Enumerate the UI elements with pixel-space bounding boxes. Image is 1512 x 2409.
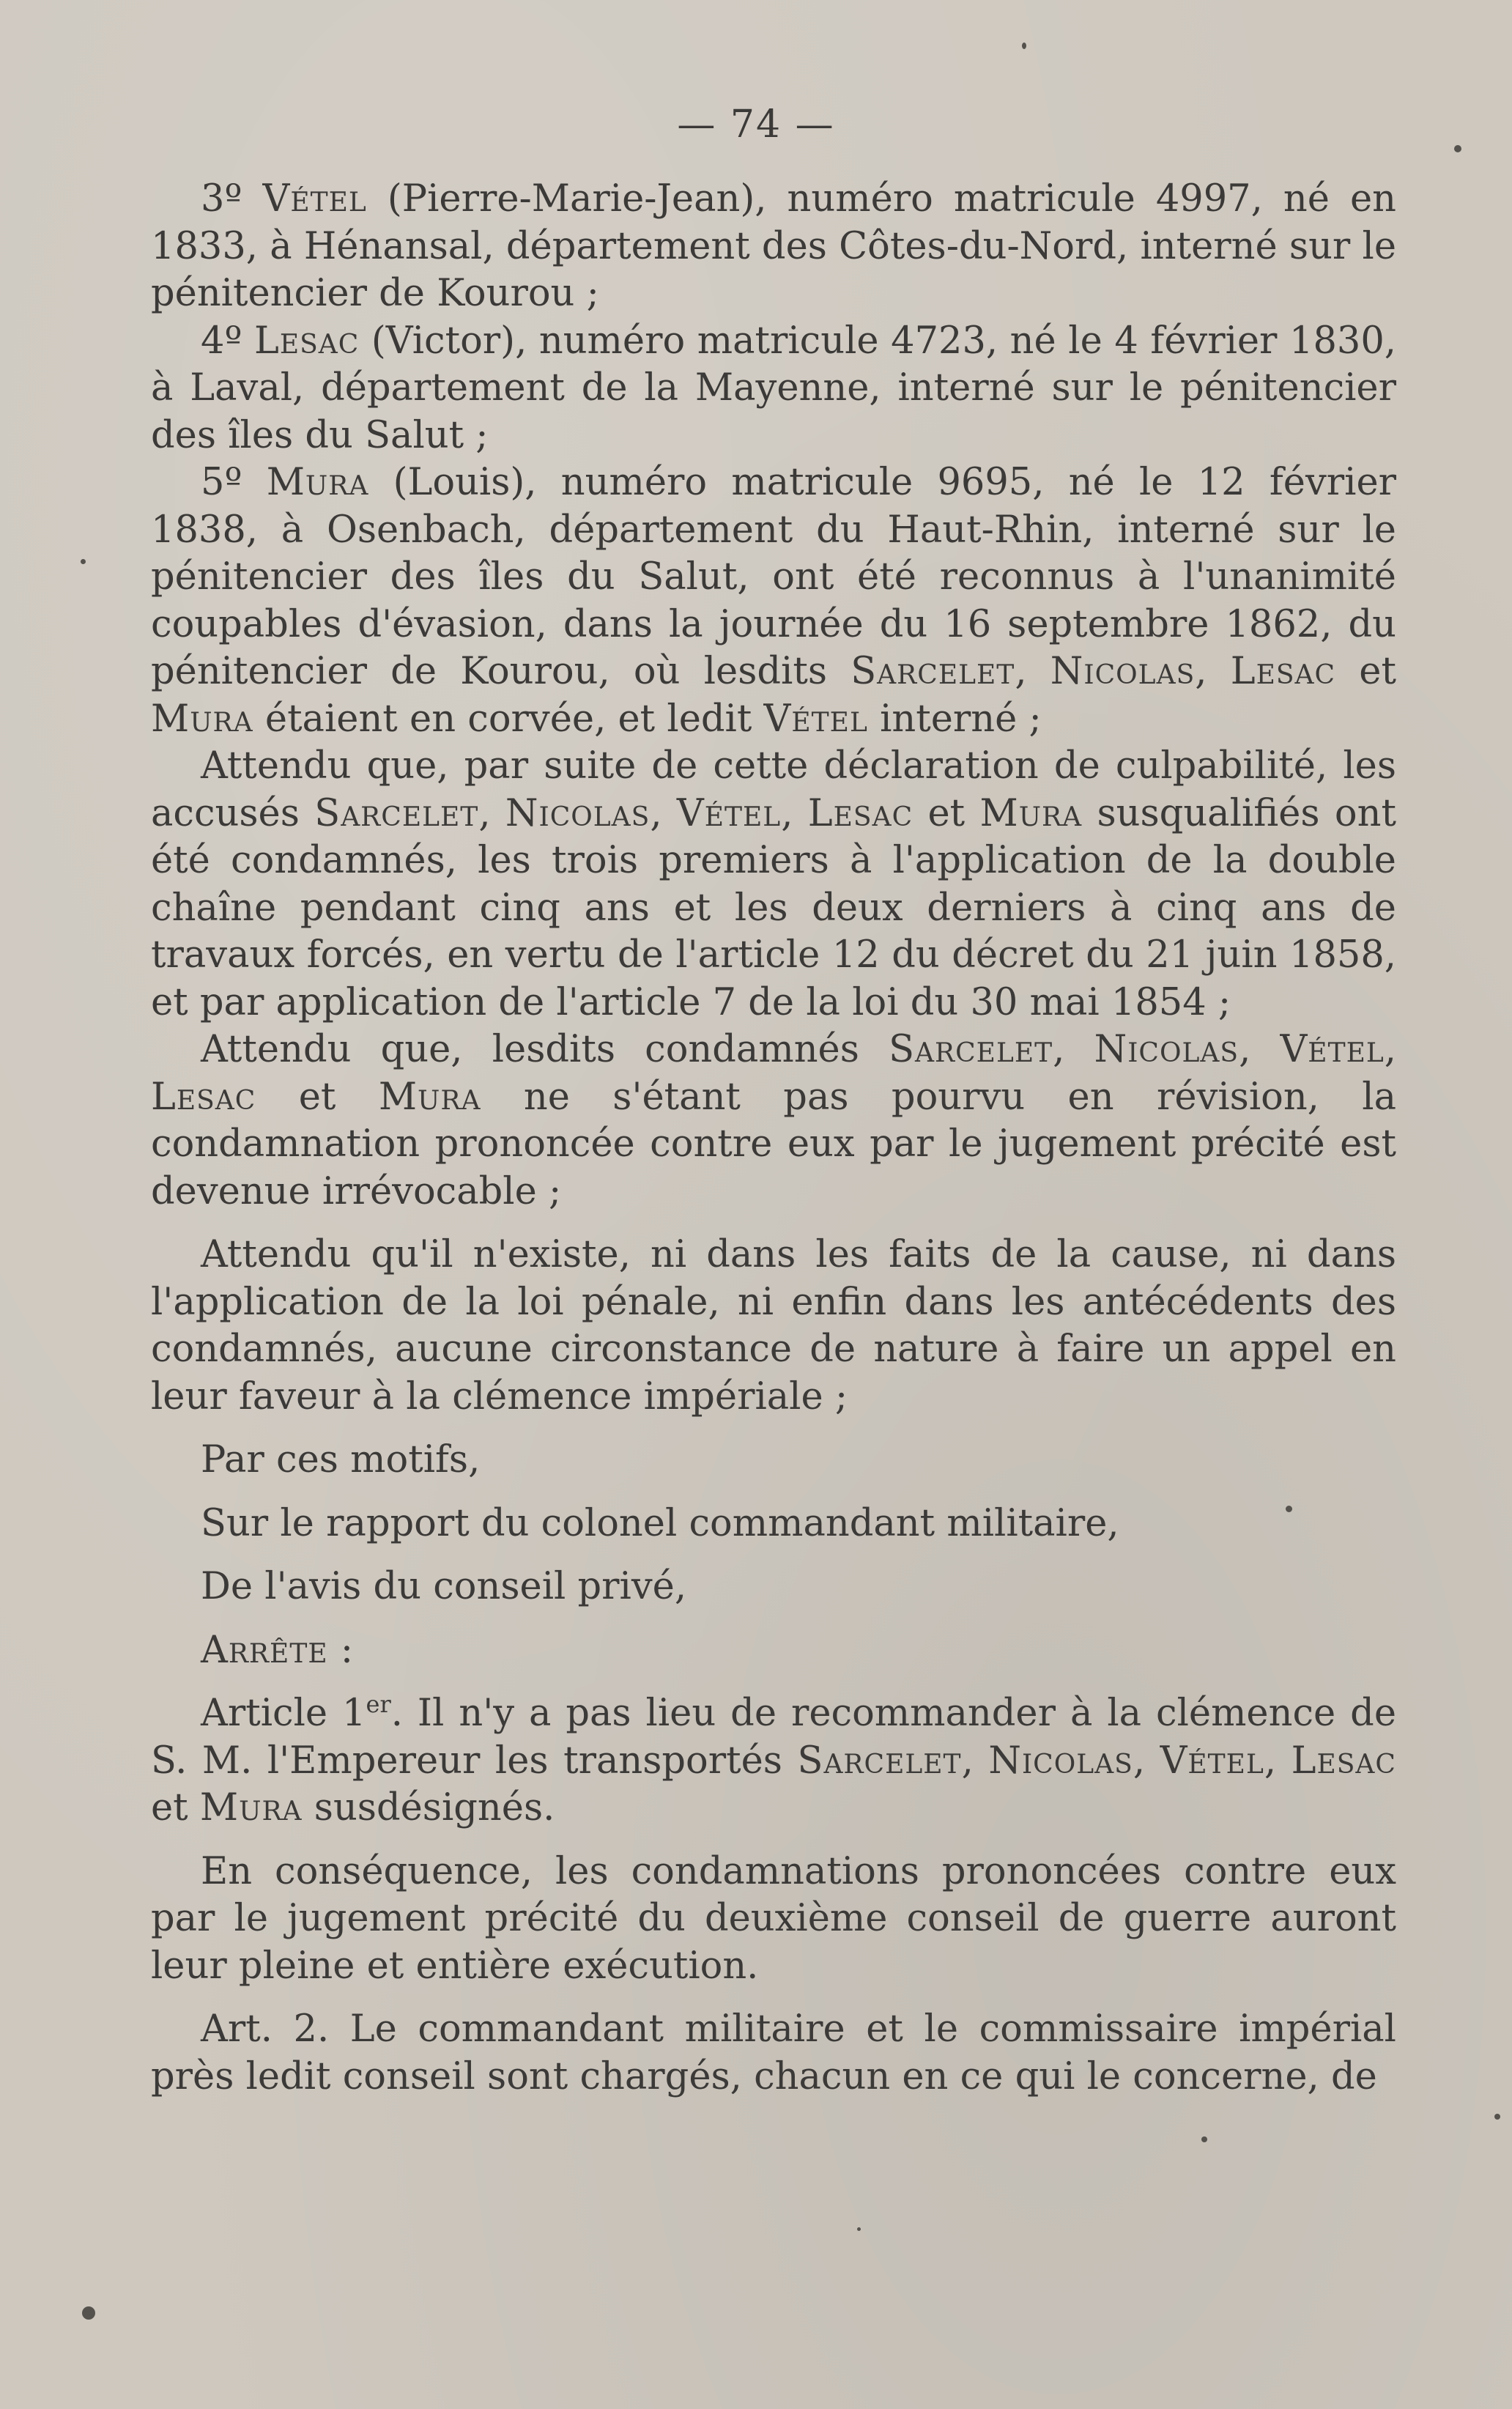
separator: , <box>1015 650 1050 693</box>
person-name: Vétel <box>763 697 868 741</box>
person-name: Sarcelet <box>889 1028 1053 1071</box>
paper-speck <box>82 2306 95 2320</box>
paragraph-motifs: Par ces motifs, <box>201 1438 481 1481</box>
paragraph-text: interné ; <box>867 697 1042 741</box>
separator: , <box>1384 1028 1396 1071</box>
person-name: Nicolas <box>988 1739 1133 1783</box>
paper-speck <box>1494 2114 1500 2120</box>
list-number: 3º <box>201 177 263 221</box>
separator: , <box>1195 650 1231 693</box>
paragraph-attendu-1 <box>151 743 1396 1026</box>
body-text <box>151 176 1396 2101</box>
paragraph-text: Attendu que, lesdits condamnés <box>201 1028 889 1071</box>
separator: , <box>478 791 505 835</box>
separator: , <box>1053 1028 1094 1071</box>
paragraph-article-1 <box>151 1690 1396 1832</box>
separator: , <box>1133 1739 1160 1783</box>
person-name: Mura <box>199 1786 303 1829</box>
paragraph-lesac <box>151 318 1396 460</box>
separator: , <box>961 1739 989 1783</box>
separator: et <box>256 1075 379 1119</box>
separator: et <box>913 791 980 835</box>
paragraph-text: susdésignés. <box>302 1786 555 1829</box>
person-name: Sarcelet <box>797 1739 962 1783</box>
paragraph-text: (Victor), numéro matricule 4723, né le 4 février 1830, à Laval, département de la Mayenne, interné sur le pénitencier des îles du Salut ; <box>151 319 1396 457</box>
page-number: — 74 — <box>677 103 835 147</box>
paragraph-vetel <box>151 176 1396 318</box>
paper-speck <box>1022 42 1026 49</box>
paragraph-attendu-3: Attendu qu'il n'existe, ni dans les faits de la cause, ni dans l'application de la loi pénale, ni enfin dans les antécédents des condamnés, aucune circonstance de nature à faire un appel en leur faveur à la clémence impériale ; <box>151 1233 1396 1418</box>
separator: et <box>1335 650 1396 693</box>
person-name: Mura <box>979 791 1083 835</box>
person-name: Sarcelet <box>850 650 1015 693</box>
superscript: er <box>366 1690 391 1718</box>
person-name: Lesac <box>1291 1739 1396 1783</box>
paragraph-text: Attendu que, par suite de cette déclaration de culpabilité, les accusés <box>151 744 1396 835</box>
paragraph-arrete: Arrête : <box>201 1628 355 1672</box>
person-name: Vétel <box>262 177 367 221</box>
person-name: Nicolas <box>505 791 651 835</box>
paragraph-rapport: Sur le rapport du colonel commandant militaire, <box>201 1501 1119 1545</box>
paragraph-text: . Il n'y a pas lieu de recommander à la clémence de S. M. l'Empereur les transportés <box>151 1692 1397 1783</box>
person-name: Mura <box>378 1075 481 1119</box>
list-number: 5º <box>201 461 267 504</box>
paragraph-text: étaient en corvée, et ledit <box>253 697 764 741</box>
paragraph-avis: De l'avis du conseil privé, <box>201 1565 687 1608</box>
separator: , <box>1239 1028 1281 1071</box>
paragraph-text: Article 1 <box>201 1692 366 1735</box>
paper-speck <box>857 2227 861 2231</box>
paragraph-consequence: En conséquence, les condamnations prononcées contre eux par le jugement précité du deuxième conseil de guerre auront leur pleine et entière exécution. <box>151 1849 1396 1988</box>
paper-speck <box>1201 2136 1207 2142</box>
person-name: Mura <box>266 461 369 504</box>
paragraph-attendu-2 <box>151 1026 1396 1215</box>
paper-speck <box>81 559 86 564</box>
person-name: Lesac <box>253 319 360 363</box>
person-name: Vétel <box>1160 1739 1264 1783</box>
separator: , <box>650 791 677 835</box>
paragraph-text: (Pierre-Marie-Jean), numéro matricule 4997, né en 1833, à Hénansal, département des Côtes-du-Nord, interné sur le pénitencier de Kourou ; <box>151 177 1397 315</box>
paragraph-text: ne s'étant pas pourvu en révision, la condamnation prononcée contre eux par le jugement précité est devenue irrévocable ; <box>151 1075 1396 1213</box>
person-name: Lesac <box>1230 650 1336 693</box>
paragraph-text: (Louis), numéro matricule 9695, né le 12 février 1838, à Osenbach, département du Haut-Rhin, interné sur le pénitencier des îles du Salut, ont été reconnus à l'unanimité coupables d'évasion, dans la journée du 16 septembre 1862, du pénitencier de Kourou, où lesdits <box>151 461 1397 693</box>
separator: , <box>1264 1739 1292 1783</box>
list-number: 4º <box>201 319 254 363</box>
person-name: Nicolas <box>1094 1028 1239 1071</box>
separator: et <box>151 1786 200 1829</box>
separator: , <box>781 791 808 835</box>
person-name: Mura <box>151 697 253 741</box>
person-name: Sarcelet <box>314 791 479 835</box>
person-name: Lesac <box>151 1075 256 1119</box>
person-name: Nicolas <box>1050 650 1196 693</box>
person-name: Vétel <box>1280 1028 1385 1071</box>
paragraph-mura <box>151 459 1396 743</box>
person-name: Vétel <box>676 791 782 835</box>
paragraph-text: susqualifiés ont été condamnés, les trois premiers à l'application de la double chaîne pendant cinq ans et les deux derniers à cinq ans de travaux forcés, en vertu de l'article 12 du décret du 21 juin 1858, et par application de l'article 7 de la loi du 30 mai 1854 ; <box>151 791 1396 1024</box>
person-name: Lesac <box>807 791 914 835</box>
paragraph-article-2: Art. 2. Le commandant militaire et le commissaire impérial près ledit conseil sont chargés, chacun en ce qui le concerne, de <box>151 2008 1396 2098</box>
